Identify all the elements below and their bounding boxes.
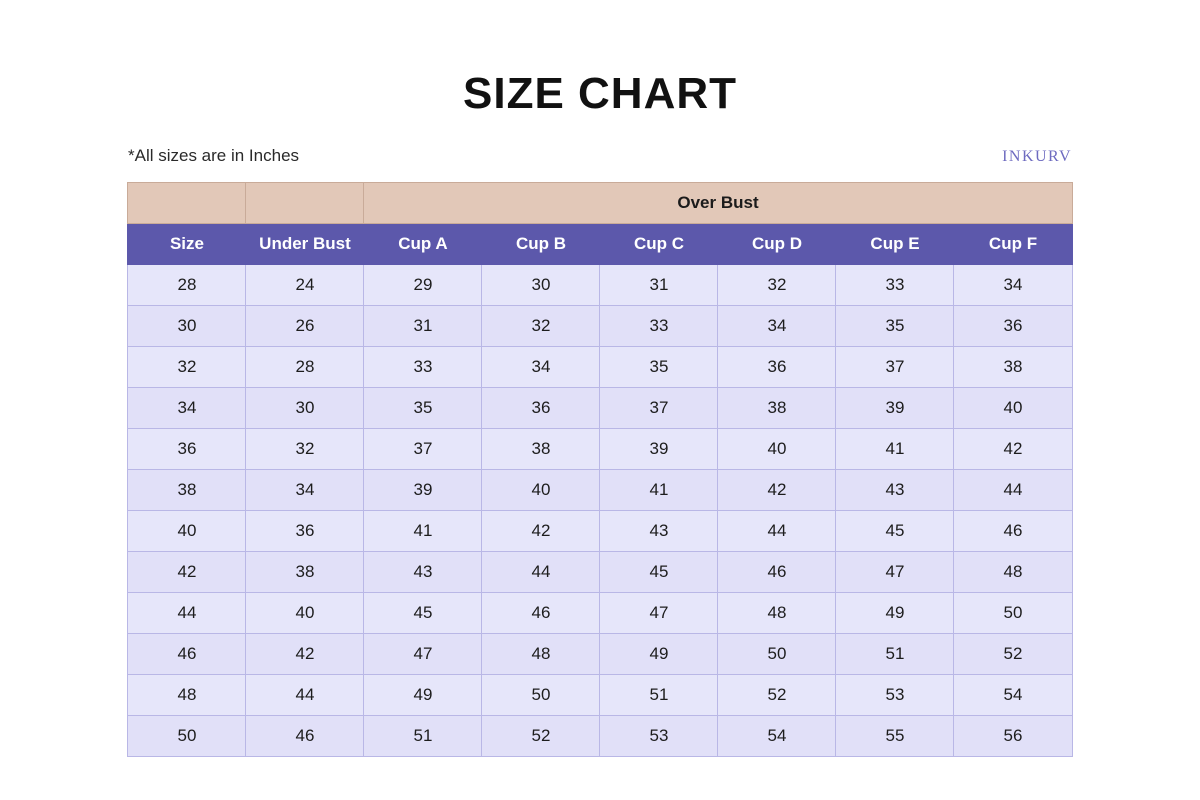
cell-cup-f: 38 — [954, 347, 1072, 388]
cell-cup-e: 35 — [836, 306, 954, 347]
table-row — [128, 593, 1072, 634]
table-row — [128, 306, 1072, 347]
cell-cup-d: 48 — [718, 593, 836, 634]
table-head — [128, 183, 1072, 265]
cell-cup-f: 40 — [954, 388, 1072, 429]
cell-cup-e: 51 — [836, 634, 954, 675]
cell-cup-e: 47 — [836, 552, 954, 593]
cell-cup-a: 39 — [364, 470, 482, 511]
cell-cup-c: 53 — [600, 716, 718, 757]
table-row — [128, 265, 1072, 306]
cell-cup-d: 32 — [718, 265, 836, 306]
cell-cup-b: 36 — [482, 388, 600, 429]
cell-cup-f: 36 — [954, 306, 1072, 347]
cell-cup-c: 43 — [600, 511, 718, 552]
column-header-cup-c: Cup C — [600, 224, 718, 265]
cell-cup-d: 36 — [718, 347, 836, 388]
cell-size: 38 — [128, 470, 246, 511]
cell-cup-c: 33 — [600, 306, 718, 347]
page-title: SIZE CHART — [463, 69, 737, 118]
cell-size: 48 — [128, 675, 246, 716]
cell-cup-f: 56 — [954, 716, 1072, 757]
table-row — [128, 470, 1072, 511]
column-header-row — [128, 224, 1072, 265]
cell-cup-f: 44 — [954, 470, 1072, 511]
cell-cup-b: 44 — [482, 552, 600, 593]
cell-cup-b: 50 — [482, 675, 600, 716]
group-header-blank-size — [128, 183, 246, 224]
cell-under-bust: 34 — [246, 470, 364, 511]
cell-cup-c: 37 — [600, 388, 718, 429]
cell-cup-a: 43 — [364, 552, 482, 593]
group-header-over-bust: Over Bust — [364, 183, 1072, 224]
cell-cup-d: 42 — [718, 470, 836, 511]
cell-cup-c: 35 — [600, 347, 718, 388]
column-header-cup-a: Cup A — [364, 224, 482, 265]
group-header-blank-under-bust — [246, 183, 364, 224]
table-row — [128, 347, 1072, 388]
column-header-cup-b: Cup B — [482, 224, 600, 265]
brand-logo: INKURV — [1002, 148, 1072, 165]
cell-cup-d: 46 — [718, 552, 836, 593]
table-row — [128, 429, 1072, 470]
table-row — [128, 675, 1072, 716]
cell-cup-d: 44 — [718, 511, 836, 552]
cell-cup-e: 37 — [836, 347, 954, 388]
cell-size: 30 — [128, 306, 246, 347]
cell-cup-d: 40 — [718, 429, 836, 470]
cell-size: 28 — [128, 265, 246, 306]
table-row — [128, 634, 1072, 675]
cell-cup-f: 46 — [954, 511, 1072, 552]
cell-size: 32 — [128, 347, 246, 388]
cell-under-bust: 28 — [246, 347, 364, 388]
cell-cup-a: 51 — [364, 716, 482, 757]
cell-cup-d: 34 — [718, 306, 836, 347]
cell-cup-f: 42 — [954, 429, 1072, 470]
cell-cup-d: 52 — [718, 675, 836, 716]
cell-cup-f: 50 — [954, 593, 1072, 634]
cell-cup-a: 31 — [364, 306, 482, 347]
cell-cup-e: 41 — [836, 429, 954, 470]
cell-size: 42 — [128, 552, 246, 593]
cell-cup-c: 31 — [600, 265, 718, 306]
cell-cup-e: 53 — [836, 675, 954, 716]
subtitle-row — [128, 146, 1072, 170]
cell-cup-b: 52 — [482, 716, 600, 757]
cell-cup-d: 54 — [718, 716, 836, 757]
cell-cup-e: 43 — [836, 470, 954, 511]
cell-under-bust: 26 — [246, 306, 364, 347]
cell-under-bust: 38 — [246, 552, 364, 593]
column-header-cup-f: Cup F — [954, 224, 1072, 265]
cell-cup-b: 42 — [482, 511, 600, 552]
cell-cup-b: 46 — [482, 593, 600, 634]
cell-cup-c: 39 — [600, 429, 718, 470]
cell-cup-c: 47 — [600, 593, 718, 634]
cell-cup-e: 33 — [836, 265, 954, 306]
column-header-under-bust: Under Bust — [246, 224, 364, 265]
column-header-cup-d: Cup D — [718, 224, 836, 265]
cell-cup-a: 47 — [364, 634, 482, 675]
table-body — [128, 265, 1072, 757]
cell-under-bust: 36 — [246, 511, 364, 552]
table-row — [128, 388, 1072, 429]
table-row — [128, 511, 1072, 552]
cell-cup-b: 40 — [482, 470, 600, 511]
cell-under-bust: 24 — [246, 265, 364, 306]
size-chart-table — [127, 182, 1072, 757]
cell-cup-f: 52 — [954, 634, 1072, 675]
cell-size: 36 — [128, 429, 246, 470]
cell-size: 44 — [128, 593, 246, 634]
cell-cup-b: 34 — [482, 347, 600, 388]
cell-under-bust: 40 — [246, 593, 364, 634]
cell-cup-a: 33 — [364, 347, 482, 388]
column-header-size: Size — [128, 224, 246, 265]
cell-cup-c: 51 — [600, 675, 718, 716]
cell-cup-e: 55 — [836, 716, 954, 757]
group-header-row — [128, 183, 1072, 224]
cell-cup-d: 50 — [718, 634, 836, 675]
cell-cup-b: 32 — [482, 306, 600, 347]
cell-cup-a: 45 — [364, 593, 482, 634]
cell-under-bust: 42 — [246, 634, 364, 675]
units-note: *All sizes are in Inches — [128, 146, 300, 165]
cell-cup-c: 45 — [600, 552, 718, 593]
cell-under-bust: 32 — [246, 429, 364, 470]
cell-under-bust: 44 — [246, 675, 364, 716]
cell-cup-e: 39 — [836, 388, 954, 429]
cell-cup-f: 34 — [954, 265, 1072, 306]
cell-size: 40 — [128, 511, 246, 552]
table-row — [128, 552, 1072, 593]
cell-size: 46 — [128, 634, 246, 675]
cell-cup-a: 37 — [364, 429, 482, 470]
cell-under-bust: 46 — [246, 716, 364, 757]
cell-cup-c: 49 — [600, 634, 718, 675]
cell-cup-a: 49 — [364, 675, 482, 716]
cell-cup-b: 30 — [482, 265, 600, 306]
cell-cup-b: 48 — [482, 634, 600, 675]
table-row — [128, 716, 1072, 757]
cell-cup-c: 41 — [600, 470, 718, 511]
column-header-cup-e: Cup E — [836, 224, 954, 265]
cell-cup-e: 49 — [836, 593, 954, 634]
cell-cup-a: 29 — [364, 265, 482, 306]
cell-cup-a: 35 — [364, 388, 482, 429]
cell-cup-d: 38 — [718, 388, 836, 429]
cell-cup-e: 45 — [836, 511, 954, 552]
cell-cup-b: 38 — [482, 429, 600, 470]
cell-cup-f: 54 — [954, 675, 1072, 716]
cell-cup-a: 41 — [364, 511, 482, 552]
cell-size: 50 — [128, 716, 246, 757]
cell-under-bust: 30 — [246, 388, 364, 429]
cell-size: 34 — [128, 388, 246, 429]
cell-cup-f: 48 — [954, 552, 1072, 593]
